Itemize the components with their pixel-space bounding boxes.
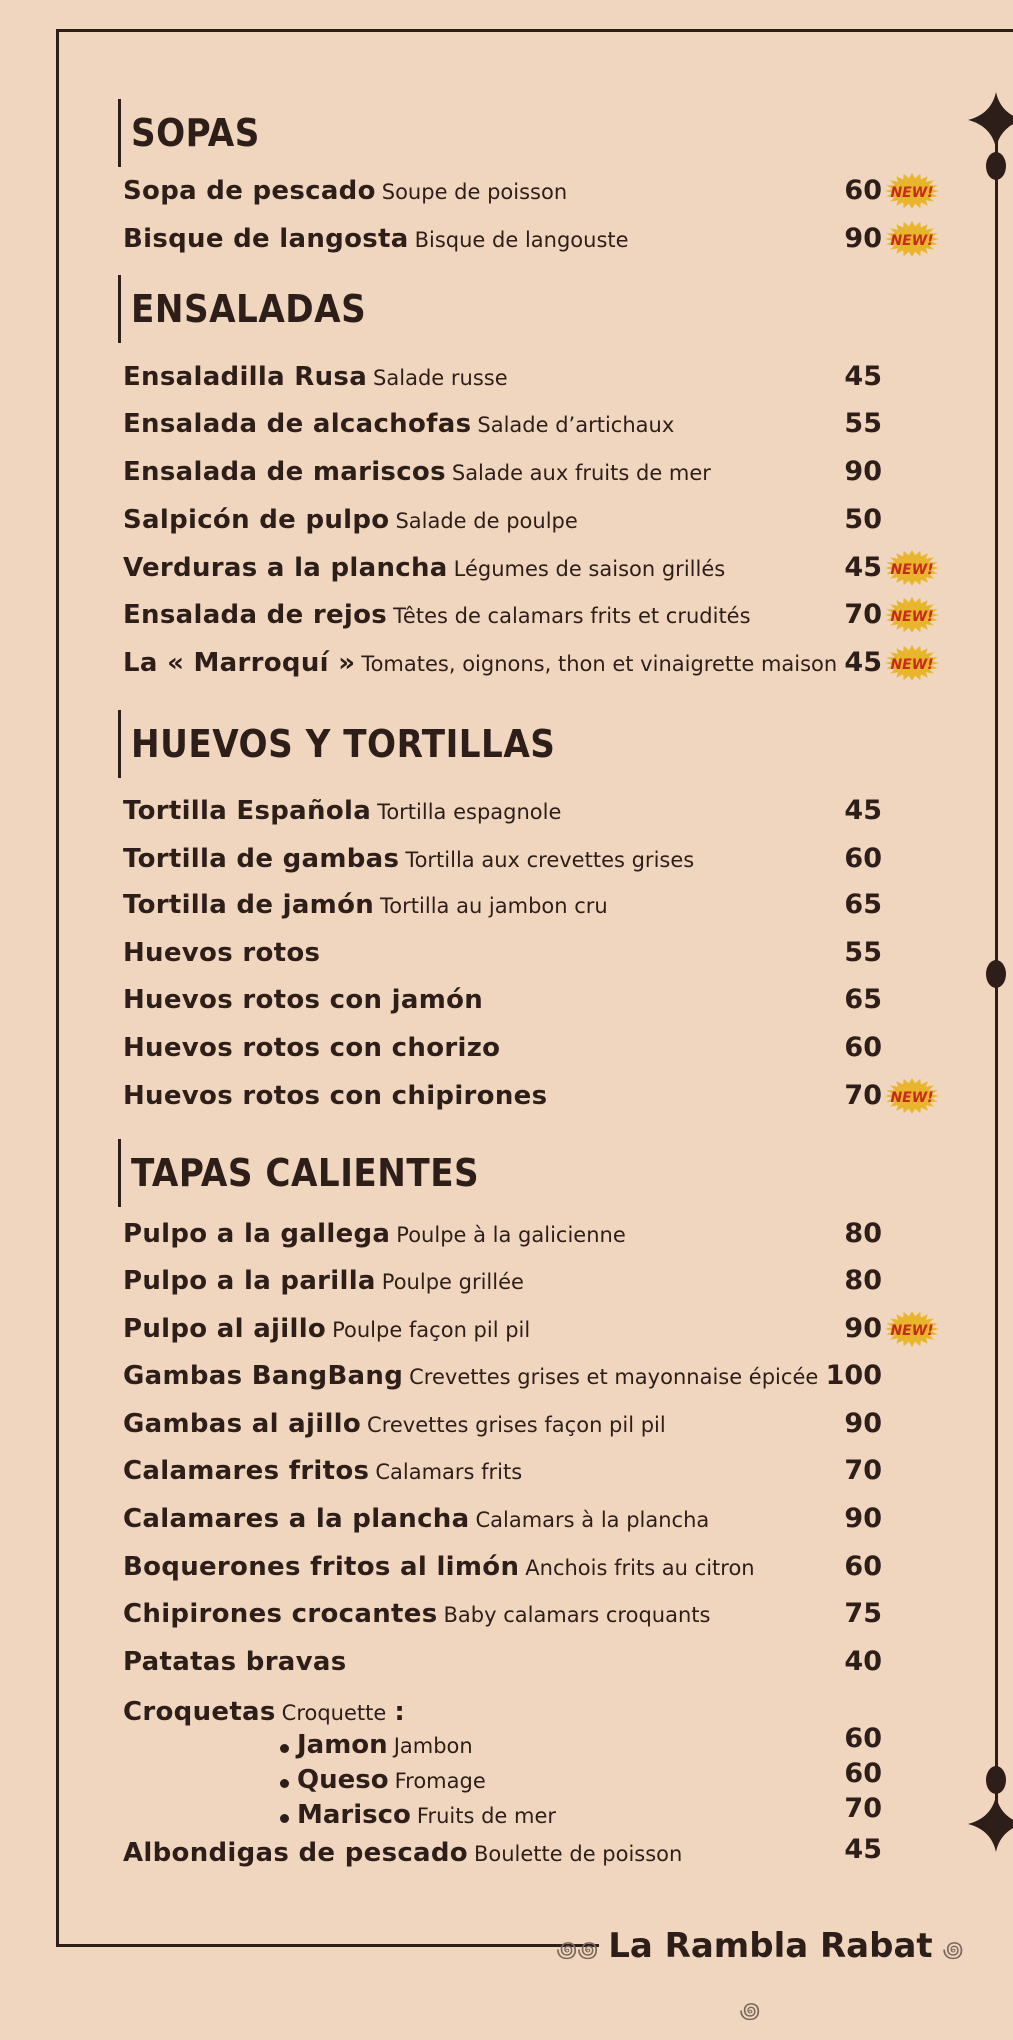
item-name-fr: Crevettes grises et mayonnaise épicée <box>409 1365 819 1389</box>
new-badge-icon <box>884 596 940 634</box>
menu-item <box>123 357 508 397</box>
new-badge-text: NEW! <box>890 562 934 578</box>
item-name-es: Huevos rotos con chipirones <box>123 1081 548 1111</box>
item-price: 60 <box>844 843 882 874</box>
item-name-es: Tortilla de gambas <box>123 844 400 874</box>
item-price: 55 <box>844 408 882 439</box>
item-name-es: Calamares a la plancha <box>123 1504 470 1534</box>
item-name-es: Sopa de pescado <box>123 176 376 206</box>
menu-item <box>123 1356 818 1396</box>
menu-item <box>123 1499 709 1539</box>
item-price: 90 <box>844 456 882 487</box>
item-price: 90 <box>844 1503 882 1534</box>
item-name-es: Bisque de langosta <box>123 224 409 254</box>
item-name-fr: Crevettes grises façon pil pil <box>367 1413 666 1437</box>
item-name-fr: Anchois frits au citron <box>525 1556 755 1580</box>
item-name-fr: Poulpe grillée <box>381 1270 524 1294</box>
item-name-fr: Boulette de poisson <box>473 1842 683 1866</box>
item-name-fr: Légumes de saison grillés <box>453 557 726 581</box>
item-name-es: Patatas bravas <box>123 1647 347 1677</box>
menu-item <box>123 1261 524 1301</box>
swirl-left-icon: ꩜꩜ <box>556 1938 599 1963</box>
item-name-es: Pulpo a la gallega <box>123 1219 391 1249</box>
bullet-icon <box>280 1814 289 1823</box>
item-name-fr: Calamars frits <box>375 1460 523 1484</box>
item-price: 80 <box>844 1218 882 1249</box>
option-name-es: Queso <box>297 1765 389 1795</box>
menu-item <box>123 1214 626 1254</box>
item-price: 60 <box>844 1032 882 1063</box>
new-badge-icon <box>884 549 940 587</box>
section-title: TAPAS CALIENTES <box>118 1139 479 1207</box>
item-name-es: Huevos rotos <box>123 938 321 968</box>
option-name-fr: Fruits de mer <box>416 1804 557 1828</box>
restaurant-name: La Rambla Rabat <box>608 1926 933 1966</box>
croqueta-option <box>280 1728 473 1762</box>
menu-item <box>123 1076 547 1116</box>
item-name-es: Gambas al ajillo <box>123 1409 362 1439</box>
menu-item <box>123 839 694 879</box>
menu-item <box>123 548 725 588</box>
menu-item <box>123 980 483 1020</box>
menu-item <box>123 500 578 540</box>
ornament-dot <box>986 1766 1006 1794</box>
menu-item <box>123 1309 530 1349</box>
new-badge-icon <box>884 220 940 258</box>
item-name-es: Huevos rotos con jamón <box>123 985 484 1015</box>
item-name-es: Pulpo al ajillo <box>123 1314 327 1344</box>
item-name-fr: Tortilla aux crevettes grises <box>405 848 695 872</box>
item-name-fr: Baby calamars croquants <box>443 1603 711 1627</box>
item-name-es: Calamares fritos <box>123 1456 370 1486</box>
item-price: 40 <box>844 1646 882 1677</box>
item-name-fr: Tomates, oignons, thon et vinaigrette maison <box>361 652 838 676</box>
footer <box>540 1918 970 2024</box>
item-price: 90 <box>844 1313 882 1344</box>
new-badge-icon <box>884 1077 940 1115</box>
item-name-fr: Poulpe façon pil pil <box>332 1318 531 1342</box>
croquetas-colon: : <box>394 1697 406 1727</box>
item-price: 100 <box>825 1360 882 1391</box>
item-name-fr: Croquette <box>281 1701 387 1725</box>
swirl-right-icon: ꩜꩜ <box>739 1938 964 2024</box>
new-badge-icon <box>884 172 940 210</box>
option-name-es: Marisco <box>297 1800 411 1830</box>
item-name-es: Pulpo a la parilla <box>123 1266 376 1296</box>
menu-item <box>123 1547 755 1587</box>
item-price: 90 <box>844 223 882 254</box>
item-price: 45 <box>844 1834 882 1865</box>
menu-item <box>123 885 608 925</box>
menu-item <box>123 643 837 683</box>
section-title: SOPAS <box>118 99 260 167</box>
option-price: 60 <box>844 1723 882 1754</box>
item-name-fr: Bisque de langouste <box>414 228 629 252</box>
item-price: 55 <box>844 937 882 968</box>
option-name-fr: Fromage <box>394 1769 486 1793</box>
item-price: 80 <box>844 1265 882 1296</box>
menu-item <box>123 452 711 492</box>
menu-item <box>123 1028 500 1068</box>
item-price: 65 <box>844 984 882 1015</box>
ornament-dot <box>986 960 1006 988</box>
option-price: 60 <box>844 1758 882 1789</box>
new-badge-text: NEW! <box>890 609 934 625</box>
new-badge-text: NEW! <box>890 657 934 673</box>
item-name-es: Ensalada de alcachofas <box>123 409 472 439</box>
bullet-icon <box>280 1744 289 1753</box>
item-price: 50 <box>844 504 882 535</box>
menu-item <box>123 791 561 831</box>
ornament-bottom-icon <box>968 1796 1013 1856</box>
item-name-fr: Salade de poulpe <box>395 509 578 533</box>
menu-item <box>123 1451 522 1491</box>
section-title: HUEVOS Y TORTILLAS <box>118 710 555 778</box>
item-price: 45 <box>844 361 882 392</box>
new-badge-icon <box>884 644 940 682</box>
item-name-fr: Tortilla espagnole <box>377 800 562 824</box>
item-name-es: Ensaladilla Rusa <box>123 362 368 392</box>
item-name-es: Ensalada de mariscos <box>123 457 446 487</box>
menu-item <box>123 1594 710 1634</box>
new-badge-text: NEW! <box>890 185 934 201</box>
new-badge-icon <box>884 1310 940 1348</box>
menu-item <box>123 404 674 444</box>
item-name-es: Huevos rotos con chorizo <box>123 1033 501 1063</box>
item-name-es: Croquetas <box>123 1697 276 1727</box>
item-name-es: Chipirones crocantes <box>123 1599 438 1629</box>
item-name-es: Tortilla de jamón <box>123 890 375 920</box>
section-title: ENSALADAS <box>118 275 366 343</box>
item-name-es: Boquerones fritos al limón <box>123 1552 520 1582</box>
item-name-fr: Salade d’artichaux <box>477 413 675 437</box>
option-price: 70 <box>844 1793 882 1824</box>
menu-item <box>123 595 751 635</box>
menu-item-croquetas <box>123 1692 405 1732</box>
item-name-fr: Tortilla au jambon cru <box>380 894 608 918</box>
item-name-fr: Calamars à la plancha <box>475 1508 710 1532</box>
new-badge-text: NEW! <box>890 233 934 249</box>
item-name-fr: Poulpe à la galicienne <box>396 1223 626 1247</box>
croqueta-option <box>280 1798 556 1832</box>
item-price: 70 <box>844 1455 882 1486</box>
new-badge-text: NEW! <box>890 1323 934 1339</box>
item-price: 45 <box>844 647 882 678</box>
item-price: 70 <box>844 599 882 630</box>
item-price: 45 <box>844 795 882 826</box>
item-name-es: Salpicón de pulpo <box>123 505 390 535</box>
option-name-es: Jamon <box>297 1730 388 1760</box>
croqueta-option <box>280 1763 486 1797</box>
item-name-fr: Salade aux fruits de mer <box>451 461 711 485</box>
bullet-icon <box>280 1779 289 1788</box>
menu-item <box>123 171 567 211</box>
item-name-es: Verduras a la plancha <box>123 553 448 583</box>
item-name-es: Gambas BangBang <box>123 1361 404 1391</box>
item-price: 75 <box>844 1598 882 1629</box>
item-price: 65 <box>844 889 882 920</box>
item-price: 70 <box>844 1080 882 1111</box>
item-name-fr: Salade russe <box>373 366 508 390</box>
item-price: 60 <box>844 175 882 206</box>
menu-item <box>123 1642 347 1682</box>
item-name-es: Tortilla Española <box>123 796 372 826</box>
menu-item <box>123 1833 682 1873</box>
item-price: 45 <box>844 552 882 583</box>
option-name-fr: Jambon <box>393 1734 473 1758</box>
item-price: 90 <box>844 1408 882 1439</box>
item-name-es: Ensalada de rejos <box>123 600 388 630</box>
ornament-dot <box>986 152 1006 180</box>
item-name-fr: Soupe de poisson <box>381 180 568 204</box>
item-name-es: Albondigas de pescado <box>123 1838 468 1868</box>
new-badge-text: NEW! <box>890 1090 934 1106</box>
menu-item <box>123 933 320 973</box>
item-name-fr: Têtes de calamars frits et crudités <box>393 604 751 628</box>
item-price: 60 <box>844 1551 882 1582</box>
menu-item <box>123 1404 666 1444</box>
menu-item <box>123 219 629 259</box>
item-name-es: La « Marroquí » <box>123 648 356 678</box>
